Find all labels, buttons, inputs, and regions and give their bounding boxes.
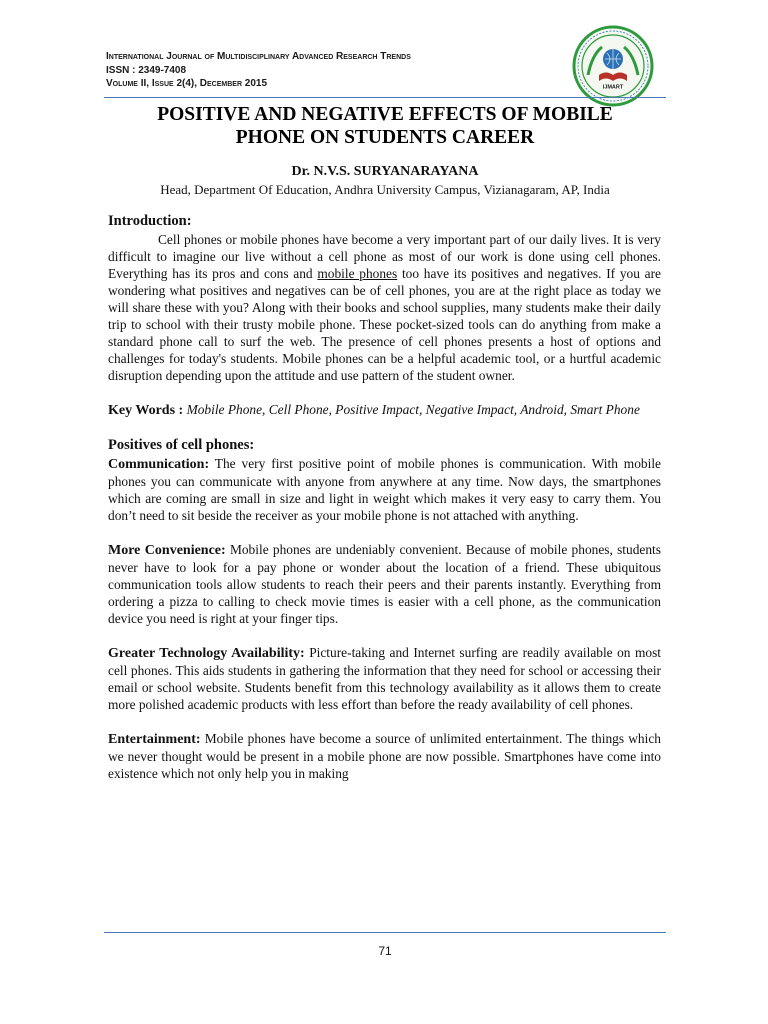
section-title-communication: Communication: [108,457,210,472]
introduction-text-b: too have its positives and negatives. If you are wondering what positives and negatives can be of cell phones, you are at the right place as today we will share these with you? Along with their books and school supplies, many students make their daily trip to school with their trusty mobile phone. These pocket-sized tools can do anything from make a standard phone call to surf the web. The presence of cell phones presents a host of options and challenges for today's students. Mobile phones can be a helpful academic tool, or a hurtful academic disruption depending upon the attitude and use pattern of the student owner. [108,266,661,383]
section-communication [108,455,661,524]
section-technology [108,644,661,713]
keywords-paragraph [108,401,661,419]
footer-divider [104,932,666,933]
author-name: Dr. N.V.S. SURYANARAYANA [291,164,479,179]
section-text-communication: The very first positive point of mobile phones is communication. With mobile phones you can communicate with anyone from anywhere at any time. Now days, the smartphones which are coming are small in size and light in weight which makes it very easy to carry them. You don’t need to sit beside the receiver as your mobile phone is not attached with anything. [108,456,661,523]
mobile-phones-link[interactable]: mobile phones [317,266,398,281]
journal-header [106,50,411,91]
paper-title-line-2: PHONE ON STUDENTS CAREER [235,127,535,148]
keywords-text: Mobile Phone, Cell Phone, Positive Impact, Negative Impact, Android, Smart Phone [186,402,640,417]
paper-title [104,103,666,149]
section-text-technology: Picture-taking and Internet surfing are readily available on most cell phones. This aids students in gathering the information that they need for school or accessing their email or school website. Students benefit from this technology availability as it allows them to create more polished academic products with less effort than before the ready availability of cell phones. [108,645,662,712]
keywords-label: Key Words : [108,403,184,418]
section-title-convenience: More Convenience: [108,543,226,558]
positives-heading: Positives of cell phones: [108,437,255,453]
section-title-entertainment: Entertainment: [108,732,201,747]
introduction-text-a: Cell phones or mobile phones have become a very important part of our daily lives. It is very difficult to imagine our live without a cell phone as most of our work is done using cell phones. Everything has its pros and cons and [108,232,661,281]
section-convenience [108,541,661,627]
page-number: 71 [378,944,392,958]
introduction-paragraph [108,231,661,384]
journal-seal-icon [572,25,654,107]
section-entertainment [108,730,661,782]
seal-inner-text: IJMART [602,84,624,91]
introduction-heading: Introduction: [108,213,192,229]
section-text-entertainment: Mobile phones have become a source of unlimited entertainment. The things which we never thought would be present in a mobile phone are now possible. Smartphones have come into existence which not only help you in making [108,731,661,781]
section-text-convenience: Mobile phones are undeniably convenient. Because of mobile phones, students never have to look for a pay phone or wonder about the location of a friend. These ubiquitous communication tools allow students to reach their peers and their parents instantly. Everything from ordering a pizza to calling to check movie times is easier with a cell phone, as the communication device you need is right at your finger tips. [108,542,661,626]
journal-volume: Volume II, Issue 2(4), December 2015 [106,78,268,89]
paper-body [108,212,661,782]
journal-issn: ISSN : 2349-7408 [106,64,187,76]
journal-name: International Journal of Multidisciplinary Advanced Research Trends [106,51,411,62]
author-affiliation: Head, Department Of Education, Andhra University Campus, Vizianagaram, AP, India [160,182,610,197]
paper-title-line-1: POSITIVE AND NEGATIVE EFFECTS OF MOBILE [157,104,613,125]
section-title-technology: Greater Technology Availability: [108,646,305,661]
header-divider [104,97,666,98]
